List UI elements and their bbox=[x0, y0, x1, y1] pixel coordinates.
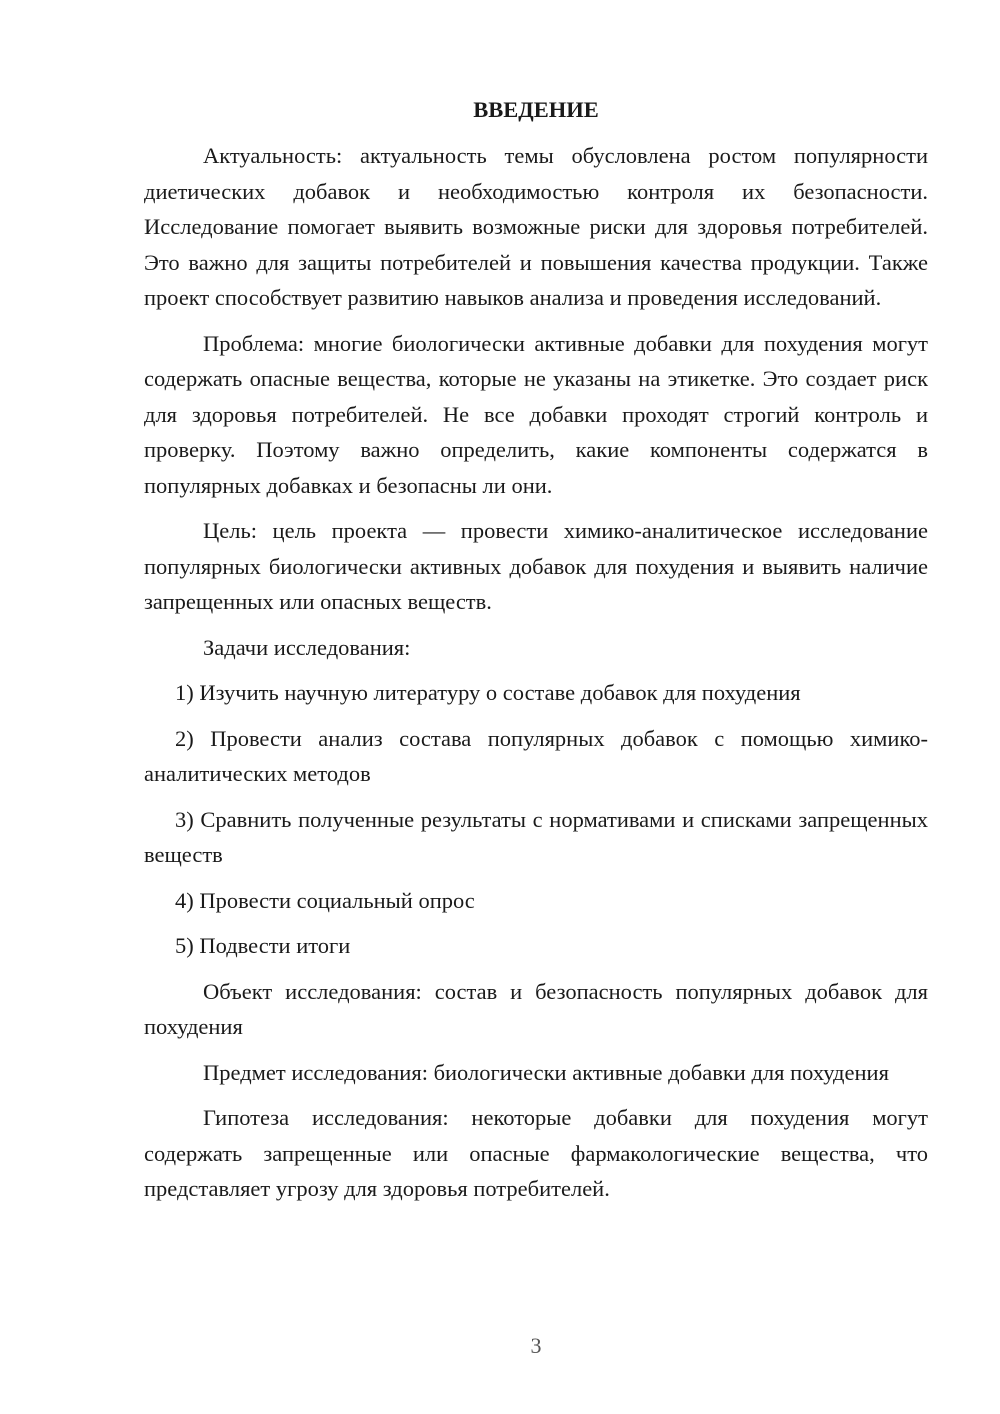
paragraph-subject: Предмет исследования: биологически активные добавки для похудения bbox=[203, 1059, 889, 1085]
task-item: 5) Подвести итоги bbox=[175, 933, 351, 958]
paragraph-relevance: Актуальность: актуальность темы обусловлена ростом популярности диетических добавок и необходимостью контроля их безопасности. Исследование помогает выявить возможные риски для здоровья потребителей. Это важно для защиты потребителей и повышения качества продукции. Также проект способствует развитию навыков анализа и проведения исследований. bbox=[144, 143, 928, 310]
task-item: 3) Сравнить полученные результаты с нормативами и списками запрещенных веществ bbox=[144, 806, 928, 867]
paragraph-goal: Цель: цель проекта — провести химико-аналитическое исследование популярных биологически активных добавок для похудения и выявить наличие запрещенных или опасных веществ. bbox=[144, 518, 928, 614]
task-item: 4) Провести социальный опрос bbox=[175, 887, 475, 913]
page-title: ВВЕДЕНИЕ bbox=[473, 97, 599, 122]
paragraph-object: Объект исследования: состав и безопасность популярных добавок для похудения bbox=[144, 978, 928, 1039]
page-number: 3 bbox=[530, 1333, 542, 1358]
document-page bbox=[144, 96, 928, 1217]
paragraph-hypothesis: Гипотеза исследования: некоторые добавки для похудения могут содержать запрещенные или опасные фармакологические вещества, что представляет угрозу для здоровья потребителей. bbox=[144, 1105, 928, 1201]
paragraph-problem: Проблема: многие биологически активные добавки для похудения могут содержать опасные вещества, которые не указаны на этикетке. Это создает риск для здоровья потребителей. Не все добавки проходят строгий контроль и проверку. Поэтому важно определить, какие компоненты содержатся в популярных добавках и безопасны ли они. bbox=[144, 330, 928, 498]
task-item: 2) Провести анализ состава популярных добавок с помощью химико-аналитических методов bbox=[144, 725, 928, 786]
task-item: 1) Изучить научную литературу о составе добавок для похудения bbox=[175, 680, 801, 705]
tasks-title: Задачи исследования: bbox=[203, 634, 411, 660]
